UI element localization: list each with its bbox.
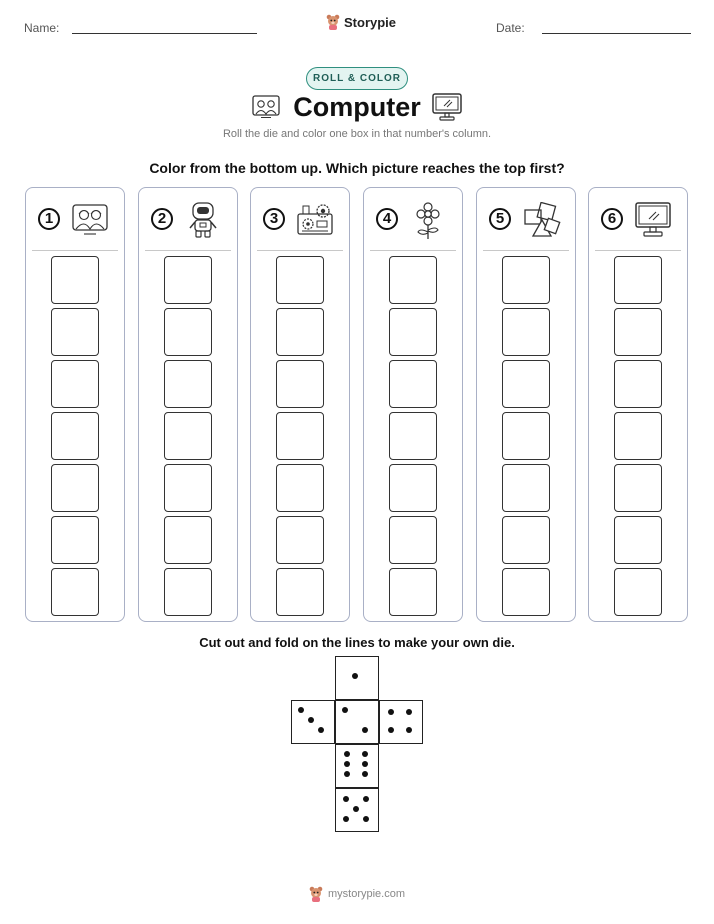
- color-box[interactable]: [276, 464, 324, 512]
- flower-icon: [408, 202, 448, 240]
- robot-astronaut-icon: [183, 202, 223, 240]
- die-pip: [308, 717, 314, 723]
- color-box[interactable]: [164, 412, 212, 460]
- brand-logo: [326, 14, 396, 30]
- color-box[interactable]: [389, 412, 437, 460]
- instruction-text: Color from the bottom up. Which picture reaches the top first?: [149, 160, 565, 176]
- die-pip: [362, 751, 368, 757]
- column-3: [250, 187, 350, 622]
- color-box[interactable]: [276, 516, 324, 564]
- color-box[interactable]: [502, 256, 550, 304]
- color-box[interactable]: [51, 464, 99, 512]
- die-pip: [344, 751, 350, 757]
- color-box[interactable]: [276, 308, 324, 356]
- gears-machine-icon: [295, 202, 335, 238]
- color-box[interactable]: [614, 412, 662, 460]
- bear-logo-icon: [326, 14, 340, 30]
- page-title: Computer: [293, 92, 421, 122]
- name-field[interactable]: [72, 33, 257, 34]
- subtitle: Roll the die and color one box in that number's column.: [222, 128, 492, 140]
- footer: [0, 886, 714, 902]
- column-1: [25, 187, 125, 622]
- die-pip: [344, 761, 350, 767]
- color-box[interactable]: [502, 412, 550, 460]
- color-box[interactable]: [164, 464, 212, 512]
- die-pip: [298, 707, 304, 713]
- die-face: [335, 656, 379, 700]
- color-box[interactable]: [614, 516, 662, 564]
- color-box[interactable]: [164, 516, 212, 564]
- column-2: [138, 187, 238, 622]
- color-box[interactable]: [51, 256, 99, 304]
- die-pip: [388, 709, 394, 715]
- color-box[interactable]: [51, 568, 99, 616]
- column-number: 2: [151, 208, 173, 230]
- name-label: Name:: [24, 21, 60, 35]
- die-pip: [318, 727, 324, 733]
- date-field[interactable]: [542, 33, 691, 34]
- color-box[interactable]: [502, 308, 550, 356]
- column-number: 3: [263, 208, 285, 230]
- die-pip: [362, 727, 368, 733]
- column-number: 5: [489, 208, 511, 230]
- die-pip: [362, 761, 368, 767]
- color-box[interactable]: [276, 360, 324, 408]
- color-box[interactable]: [164, 256, 212, 304]
- color-box[interactable]: [389, 256, 437, 304]
- column-6: [588, 187, 688, 622]
- die-face: [335, 744, 379, 788]
- color-box[interactable]: [614, 308, 662, 356]
- color-box[interactable]: [389, 360, 437, 408]
- bear-logo-icon: [309, 886, 323, 902]
- die-pip: [362, 771, 368, 777]
- computer-monitor-icon: [431, 92, 463, 122]
- color-box[interactable]: [276, 412, 324, 460]
- die-pip: [343, 816, 349, 822]
- die-instruction: Cut out and fold on the lines to make your own die.: [199, 635, 515, 650]
- color-box[interactable]: [276, 256, 324, 304]
- die-pip: [353, 806, 359, 812]
- color-box[interactable]: [389, 308, 437, 356]
- shapes-icon: [521, 202, 561, 238]
- color-box[interactable]: [389, 568, 437, 616]
- color-box[interactable]: [614, 568, 662, 616]
- color-box[interactable]: [389, 464, 437, 512]
- die-face: [379, 700, 423, 744]
- die-pip: [342, 707, 348, 713]
- color-box[interactable]: [51, 516, 99, 564]
- brand-name: Storypie: [344, 14, 397, 30]
- color-box[interactable]: [164, 360, 212, 408]
- footer-site[interactable]: mystorypie.com: [327, 888, 406, 900]
- roll-and-color-badge: ROLL & COLOR: [306, 67, 408, 90]
- color-box[interactable]: [389, 516, 437, 564]
- die-pip: [352, 673, 358, 679]
- color-box[interactable]: [502, 464, 550, 512]
- die-face: [291, 700, 335, 744]
- computer-monitor-icon: [633, 202, 673, 240]
- column-4: [363, 187, 463, 622]
- color-box[interactable]: [502, 360, 550, 408]
- two-kids-portrait-icon: [70, 202, 110, 238]
- die-face: [335, 700, 379, 744]
- die-pip: [343, 796, 349, 802]
- color-box[interactable]: [51, 412, 99, 460]
- color-box[interactable]: [614, 464, 662, 512]
- die-pip: [406, 709, 412, 715]
- column-number: 6: [601, 208, 623, 230]
- color-box[interactable]: [614, 360, 662, 408]
- color-box[interactable]: [51, 360, 99, 408]
- die-pip: [363, 796, 369, 802]
- color-box[interactable]: [164, 568, 212, 616]
- date-label: Date:: [496, 21, 525, 35]
- color-box[interactable]: [164, 308, 212, 356]
- column-number: 1: [38, 208, 60, 230]
- die-pip: [388, 727, 394, 733]
- color-box[interactable]: [502, 516, 550, 564]
- die-pip: [363, 816, 369, 822]
- die-pip: [344, 771, 350, 777]
- die-pip: [406, 727, 412, 733]
- color-box[interactable]: [502, 568, 550, 616]
- color-box[interactable]: [51, 308, 99, 356]
- column-5: [476, 187, 576, 622]
- color-box[interactable]: [614, 256, 662, 304]
- die-face: [335, 788, 379, 832]
- column-number: 4: [376, 208, 398, 230]
- color-box[interactable]: [276, 568, 324, 616]
